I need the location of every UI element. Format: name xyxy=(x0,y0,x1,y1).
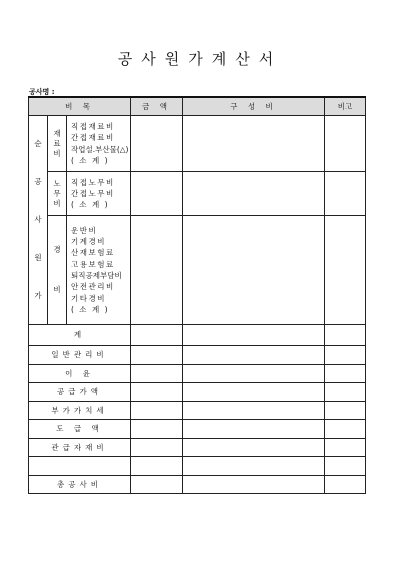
vertical-char: 비 xyxy=(53,198,61,208)
summary-amount-cell[interactable] xyxy=(131,457,183,476)
item-retirement-deduction: 퇴직공제부담비 xyxy=(71,271,122,280)
material-remarks-cell[interactable] xyxy=(325,116,366,172)
item-other-expense: 기타경비 xyxy=(71,293,106,303)
summary-amount-cell[interactable] xyxy=(131,420,183,439)
summary-remarks-cell[interactable] xyxy=(325,383,366,402)
expense-label xyxy=(48,216,67,325)
item-indirect-material: 간접재료비 xyxy=(71,133,115,143)
summary-label: 계 xyxy=(29,325,131,346)
summary-remarks-cell[interactable] xyxy=(325,457,366,476)
vertical-char: 공 xyxy=(34,177,42,186)
item-labor-subtotal: ( 소 계 ) xyxy=(71,200,109,210)
summary-amount-cell[interactable] xyxy=(131,475,183,494)
summary-label: 부가가치세 xyxy=(29,401,131,420)
summary-amount-cell[interactable] xyxy=(131,325,183,346)
vertical-char: 가 xyxy=(34,291,42,300)
header-composition: 구 성 비 xyxy=(183,97,325,116)
vertical-char: 사 xyxy=(34,215,42,224)
labor-amount-cell[interactable] xyxy=(131,172,183,216)
summary-row xyxy=(29,475,366,494)
summary-label: 공급가액 xyxy=(29,383,131,402)
summary-amount-cell[interactable] xyxy=(131,383,183,402)
item-direct-material: 직접재료비 xyxy=(71,121,115,131)
summary-composition-cell[interactable] xyxy=(183,475,325,494)
vertical-char: 료 xyxy=(53,138,61,148)
summary-amount-cell[interactable] xyxy=(131,346,183,365)
expense-row xyxy=(29,216,366,325)
vertical-char: 노 xyxy=(53,178,61,188)
summary-remarks-cell[interactable] xyxy=(325,325,366,346)
vertical-char: 원 xyxy=(34,253,42,262)
summary-composition-cell[interactable] xyxy=(183,364,325,383)
summary-remarks-cell[interactable] xyxy=(325,346,366,365)
labor-cost-label xyxy=(48,172,67,216)
summary-row xyxy=(29,346,366,365)
project-name-label: 공사명 : xyxy=(29,88,55,96)
header-amount: 금 액 xyxy=(131,97,183,116)
item-material-subtotal: ( 소 계 ) xyxy=(71,155,109,165)
item-transport: 운반비 xyxy=(71,225,98,235)
summary-composition-cell[interactable] xyxy=(183,325,325,346)
summary-composition-cell[interactable] xyxy=(183,346,325,365)
item-industrial-insurance: 산재보험료 xyxy=(71,248,115,258)
material-cost-label xyxy=(48,116,67,172)
expense-remarks-cell[interactable] xyxy=(325,216,366,325)
labor-composition-cell[interactable] xyxy=(183,172,325,216)
summary-amount-cell[interactable] xyxy=(131,438,183,457)
vertical-char: 경 xyxy=(53,245,61,254)
summary-row xyxy=(29,438,366,457)
summary-row xyxy=(29,420,366,439)
summary-row xyxy=(29,401,366,420)
item-employment-insurance: 고용보험료 xyxy=(71,259,115,269)
net-construction-cost-label xyxy=(29,116,48,325)
summary-remarks-cell[interactable] xyxy=(325,401,366,420)
summary-composition-cell[interactable] xyxy=(183,401,325,420)
summary-composition-cell[interactable] xyxy=(183,383,325,402)
summary-remarks-cell[interactable] xyxy=(325,420,366,439)
summary-amount-cell[interactable] xyxy=(131,364,183,383)
vertical-char: 무 xyxy=(53,188,61,198)
item-machine: 기계경비 xyxy=(71,237,106,247)
header-row xyxy=(29,97,366,116)
summary-composition-cell[interactable] xyxy=(183,457,325,476)
material-cost-items xyxy=(67,116,131,172)
summary-composition-cell[interactable] xyxy=(183,438,325,457)
cost-table xyxy=(28,96,366,494)
item-safety: 안전관리비 xyxy=(71,282,115,292)
summary-row xyxy=(29,364,366,383)
summary-row xyxy=(29,325,366,346)
summary-remarks-cell[interactable] xyxy=(325,475,366,494)
item-indirect-labor: 간접노무비 xyxy=(71,188,115,198)
expense-composition-cell[interactable] xyxy=(183,216,325,325)
header-remarks: 비고 xyxy=(325,97,366,116)
summary-row xyxy=(29,457,366,476)
labor-cost-items xyxy=(67,172,131,216)
document-title: 공사원가계산서 xyxy=(117,50,283,68)
summary-row xyxy=(29,383,366,402)
item-direct-labor: 직접노무비 xyxy=(71,177,115,187)
summary-label: 이 윤 xyxy=(29,364,131,383)
material-composition-cell[interactable] xyxy=(183,116,325,172)
labor-cost-row xyxy=(29,172,366,216)
material-amount-cell[interactable] xyxy=(131,116,183,172)
summary-label: 관급자재비 xyxy=(29,438,131,457)
summary-label: 도 급 액 xyxy=(29,420,131,439)
vertical-char: 비 xyxy=(53,285,61,294)
vertical-char: 비 xyxy=(53,148,61,158)
summary-label xyxy=(29,457,131,476)
vertical-char: 순 xyxy=(34,139,42,148)
summary-composition-cell[interactable] xyxy=(183,420,325,439)
summary-remarks-cell[interactable] xyxy=(325,364,366,383)
summary-remarks-cell[interactable] xyxy=(325,438,366,457)
expense-items xyxy=(67,216,131,325)
expense-amount-cell[interactable] xyxy=(131,216,183,325)
summary-amount-cell[interactable] xyxy=(131,401,183,420)
header-item: 비 목 xyxy=(29,97,131,116)
material-cost-row xyxy=(29,116,366,172)
item-byproduct: 작업설.부산물(△) xyxy=(71,144,129,154)
summary-label: 총공사비 xyxy=(29,475,131,494)
item-expense-subtotal: ( 소 계 ) xyxy=(71,304,109,314)
summary-label: 일반관리비 xyxy=(29,346,131,365)
labor-remarks-cell[interactable] xyxy=(325,172,366,216)
vertical-char: 재 xyxy=(53,128,61,138)
